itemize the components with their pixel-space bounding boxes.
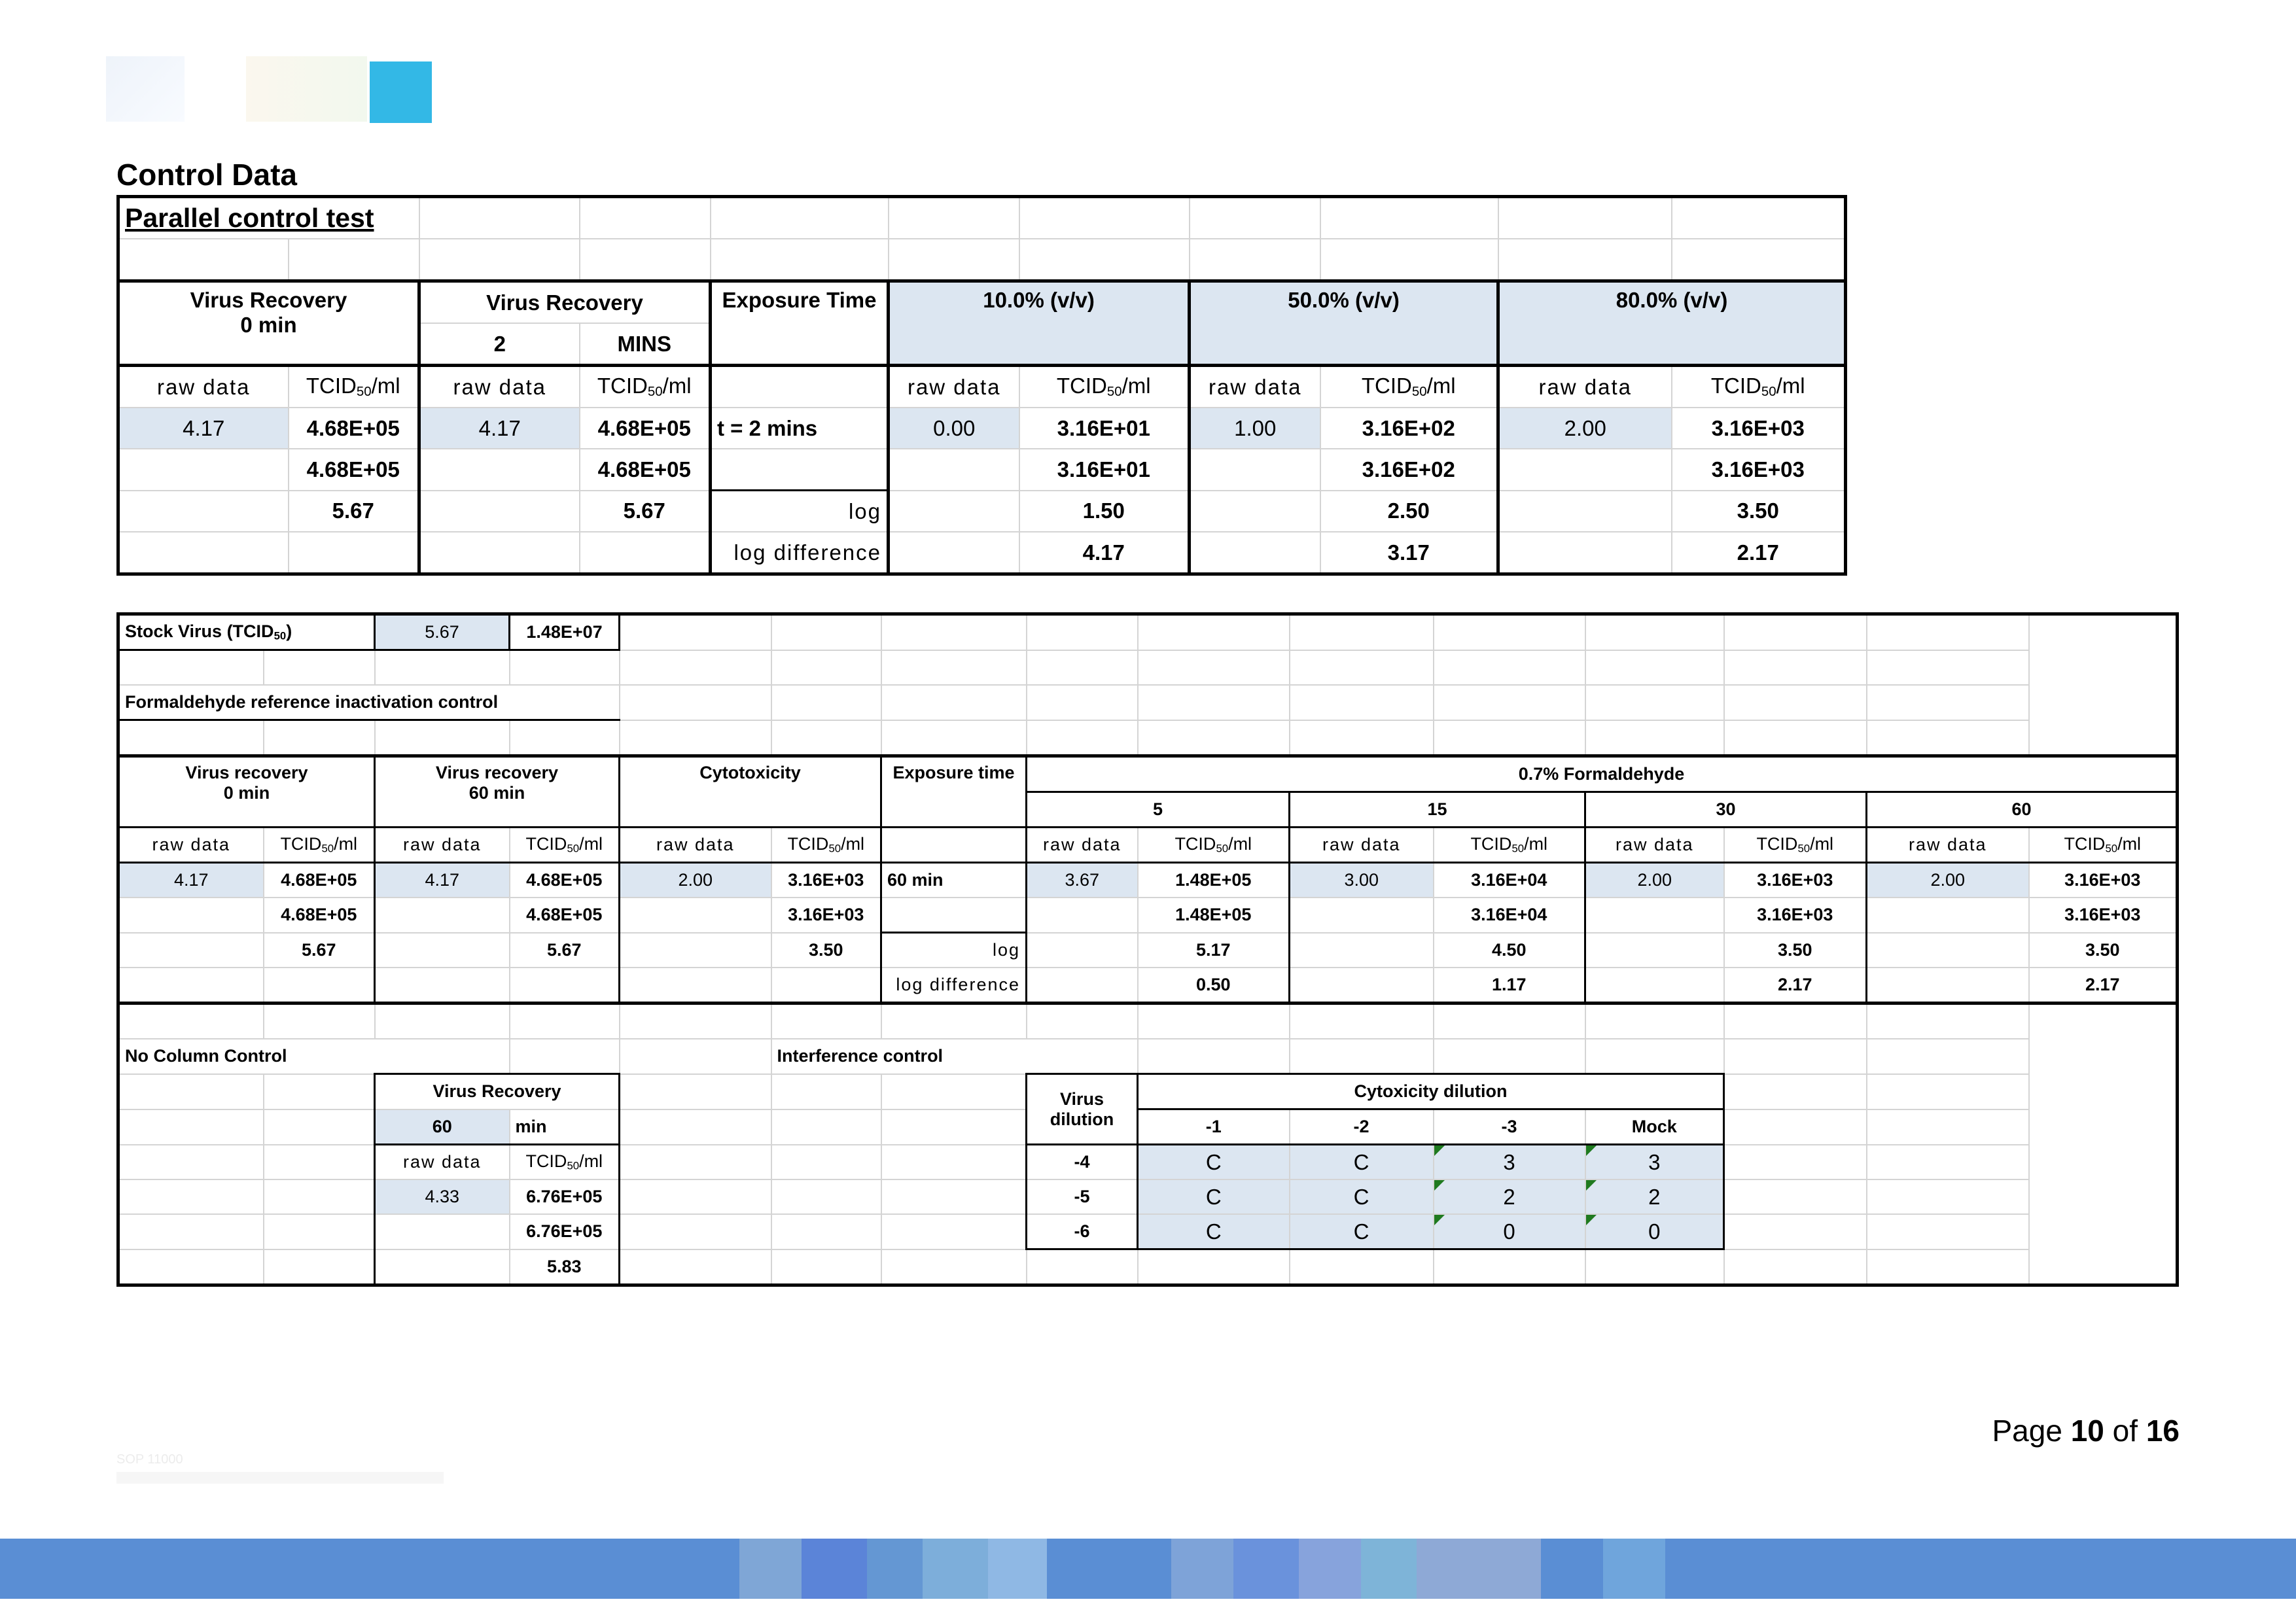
footer-faint-line bbox=[116, 1472, 444, 1484]
logo-blue-square bbox=[370, 61, 432, 123]
header-conc-50: 50.0% (v/v) bbox=[1190, 281, 1498, 366]
section-title: Control Data bbox=[116, 158, 297, 192]
table-row: raw data $TCID_{50}/ml$ -4 C C 3 3 bbox=[118, 1145, 2178, 1180]
table-row: log difference 4.17 3.17 2.17 bbox=[118, 532, 1846, 574]
header-conc-10: 10.0% (v/v) bbox=[889, 281, 1190, 366]
formaldehyde-control-table bbox=[116, 612, 2179, 1287]
vr2-time: 2 bbox=[419, 323, 580, 366]
table-row: 5.83 bbox=[118, 1249, 2178, 1285]
table-row: log difference 0.50 1.17 2.17 2.17 bbox=[118, 968, 2178, 1003]
table-row bbox=[118, 614, 2178, 650]
header-vr0: Virus Recovery 0 min bbox=[118, 281, 419, 366]
table-row bbox=[118, 720, 2178, 756]
logo-left-mark bbox=[106, 56, 185, 122]
table-row: 4.68E+05 4.68E+05 3.16E+01 3.16E+02 3.16E+03 bbox=[118, 449, 1846, 491]
table-row: 4.68E+05 4.68E+05 3.16E+03 1.48E+05 3.16E+04 3.16E+03 3.16E+03 bbox=[118, 898, 2178, 933]
table-row bbox=[118, 197, 1846, 239]
footer-doc-code: SOP 11000 bbox=[116, 1452, 183, 1467]
no-column-head: Virus Recovery bbox=[375, 1074, 620, 1109]
no-column-title: No Column Control bbox=[118, 1039, 510, 1074]
header-cytotoxicity: Cytotoxicity bbox=[620, 756, 881, 828]
header-vr0: Virus recovery 0 min bbox=[118, 756, 375, 828]
table-row: 4.17 4.68E+05 4.17 4.68E+05 t = 2 mins 0.00 3.16E+01 1.00 3.16E+02 2.00 3.16E+03 bbox=[118, 408, 1846, 449]
formaldehyde-title: Formaldehyde reference inactivation control bbox=[118, 685, 620, 720]
page-number: Page 10 of 16 bbox=[1992, 1414, 2180, 1448]
table-row: 5 15 30 60 bbox=[118, 792, 2178, 828]
table-row bbox=[118, 281, 1846, 324]
table-row bbox=[118, 239, 1846, 281]
interference-title: Interference control bbox=[771, 1039, 1138, 1074]
table-row: raw data $TCID_{50}/ml$ raw data $TCID_{50}/ml$ raw data $TCID_{50}/ml$ raw data $TCID_{50}/ml$ raw data $TCID_{50}/ml$ bbox=[118, 366, 1846, 408]
table-row: 5.67 5.67 log 1.50 2.50 3.50 bbox=[118, 491, 1846, 532]
cyto-dilution-head: Cytoxicity dilution bbox=[1138, 1074, 1724, 1109]
parallel-control-table bbox=[116, 195, 1847, 576]
table-row: raw data $TCID_{50}/ml$ raw data $TCID_{50}/ml$ raw data $TCID_{50}/ml$ raw data $TCID_{50}/ml$ raw data $TCID_{50}/ml$ raw data $TCID_{50}/ml$ raw data $TCID_{50}/ml$ bbox=[118, 828, 2178, 863]
table-row: 5.67 5.67 3.50 log 5.17 4.50 3.50 3.50 bbox=[118, 933, 2178, 968]
table-row bbox=[118, 1003, 2178, 1039]
header-agent: 0.7% Formaldehyde bbox=[1027, 756, 2178, 792]
footer-band bbox=[0, 1539, 2296, 1599]
header-exposure: Exposure Time bbox=[711, 281, 889, 366]
table-row: 60 min -1 -2 -3 Mock bbox=[118, 1109, 2178, 1145]
header-exposure: Exposure time bbox=[881, 756, 1027, 828]
table-row bbox=[118, 650, 2178, 686]
table-row: 4.33 6.76E+05 -5 C C 2 2 bbox=[118, 1179, 2178, 1214]
header-vr60: Virus recovery 60 min bbox=[375, 756, 620, 828]
stock-log: 5.67 bbox=[375, 614, 510, 650]
stock-titre: 1.48E+07 bbox=[510, 614, 620, 650]
vr2-unit: MINS bbox=[580, 323, 711, 366]
header-vr2: Virus Recovery bbox=[419, 281, 711, 324]
table-row bbox=[118, 756, 2178, 792]
table-row bbox=[118, 685, 2178, 720]
table-row bbox=[118, 1074, 2178, 1109]
parallel-title: Parallel control test bbox=[125, 203, 374, 233]
table-row: 6.76E+05 -6 C C 0 0 bbox=[118, 1214, 2178, 1249]
table-row bbox=[118, 1039, 2178, 1074]
virus-dilution-head: Virus dilution bbox=[1027, 1074, 1138, 1145]
header-conc-80: 80.0% (v/v) bbox=[1498, 281, 1846, 366]
logo-wordmark bbox=[246, 56, 367, 122]
stock-label: Stock Virus $(TCID_{50})$ bbox=[118, 614, 375, 650]
table-row: 4.17 4.68E+05 4.17 4.68E+05 2.00 3.16E+03 60 min 3.67 1.48E+05 3.00 3.16E+04 2.00 3.16E+03 2.00 3.16E+03 bbox=[118, 863, 2178, 898]
